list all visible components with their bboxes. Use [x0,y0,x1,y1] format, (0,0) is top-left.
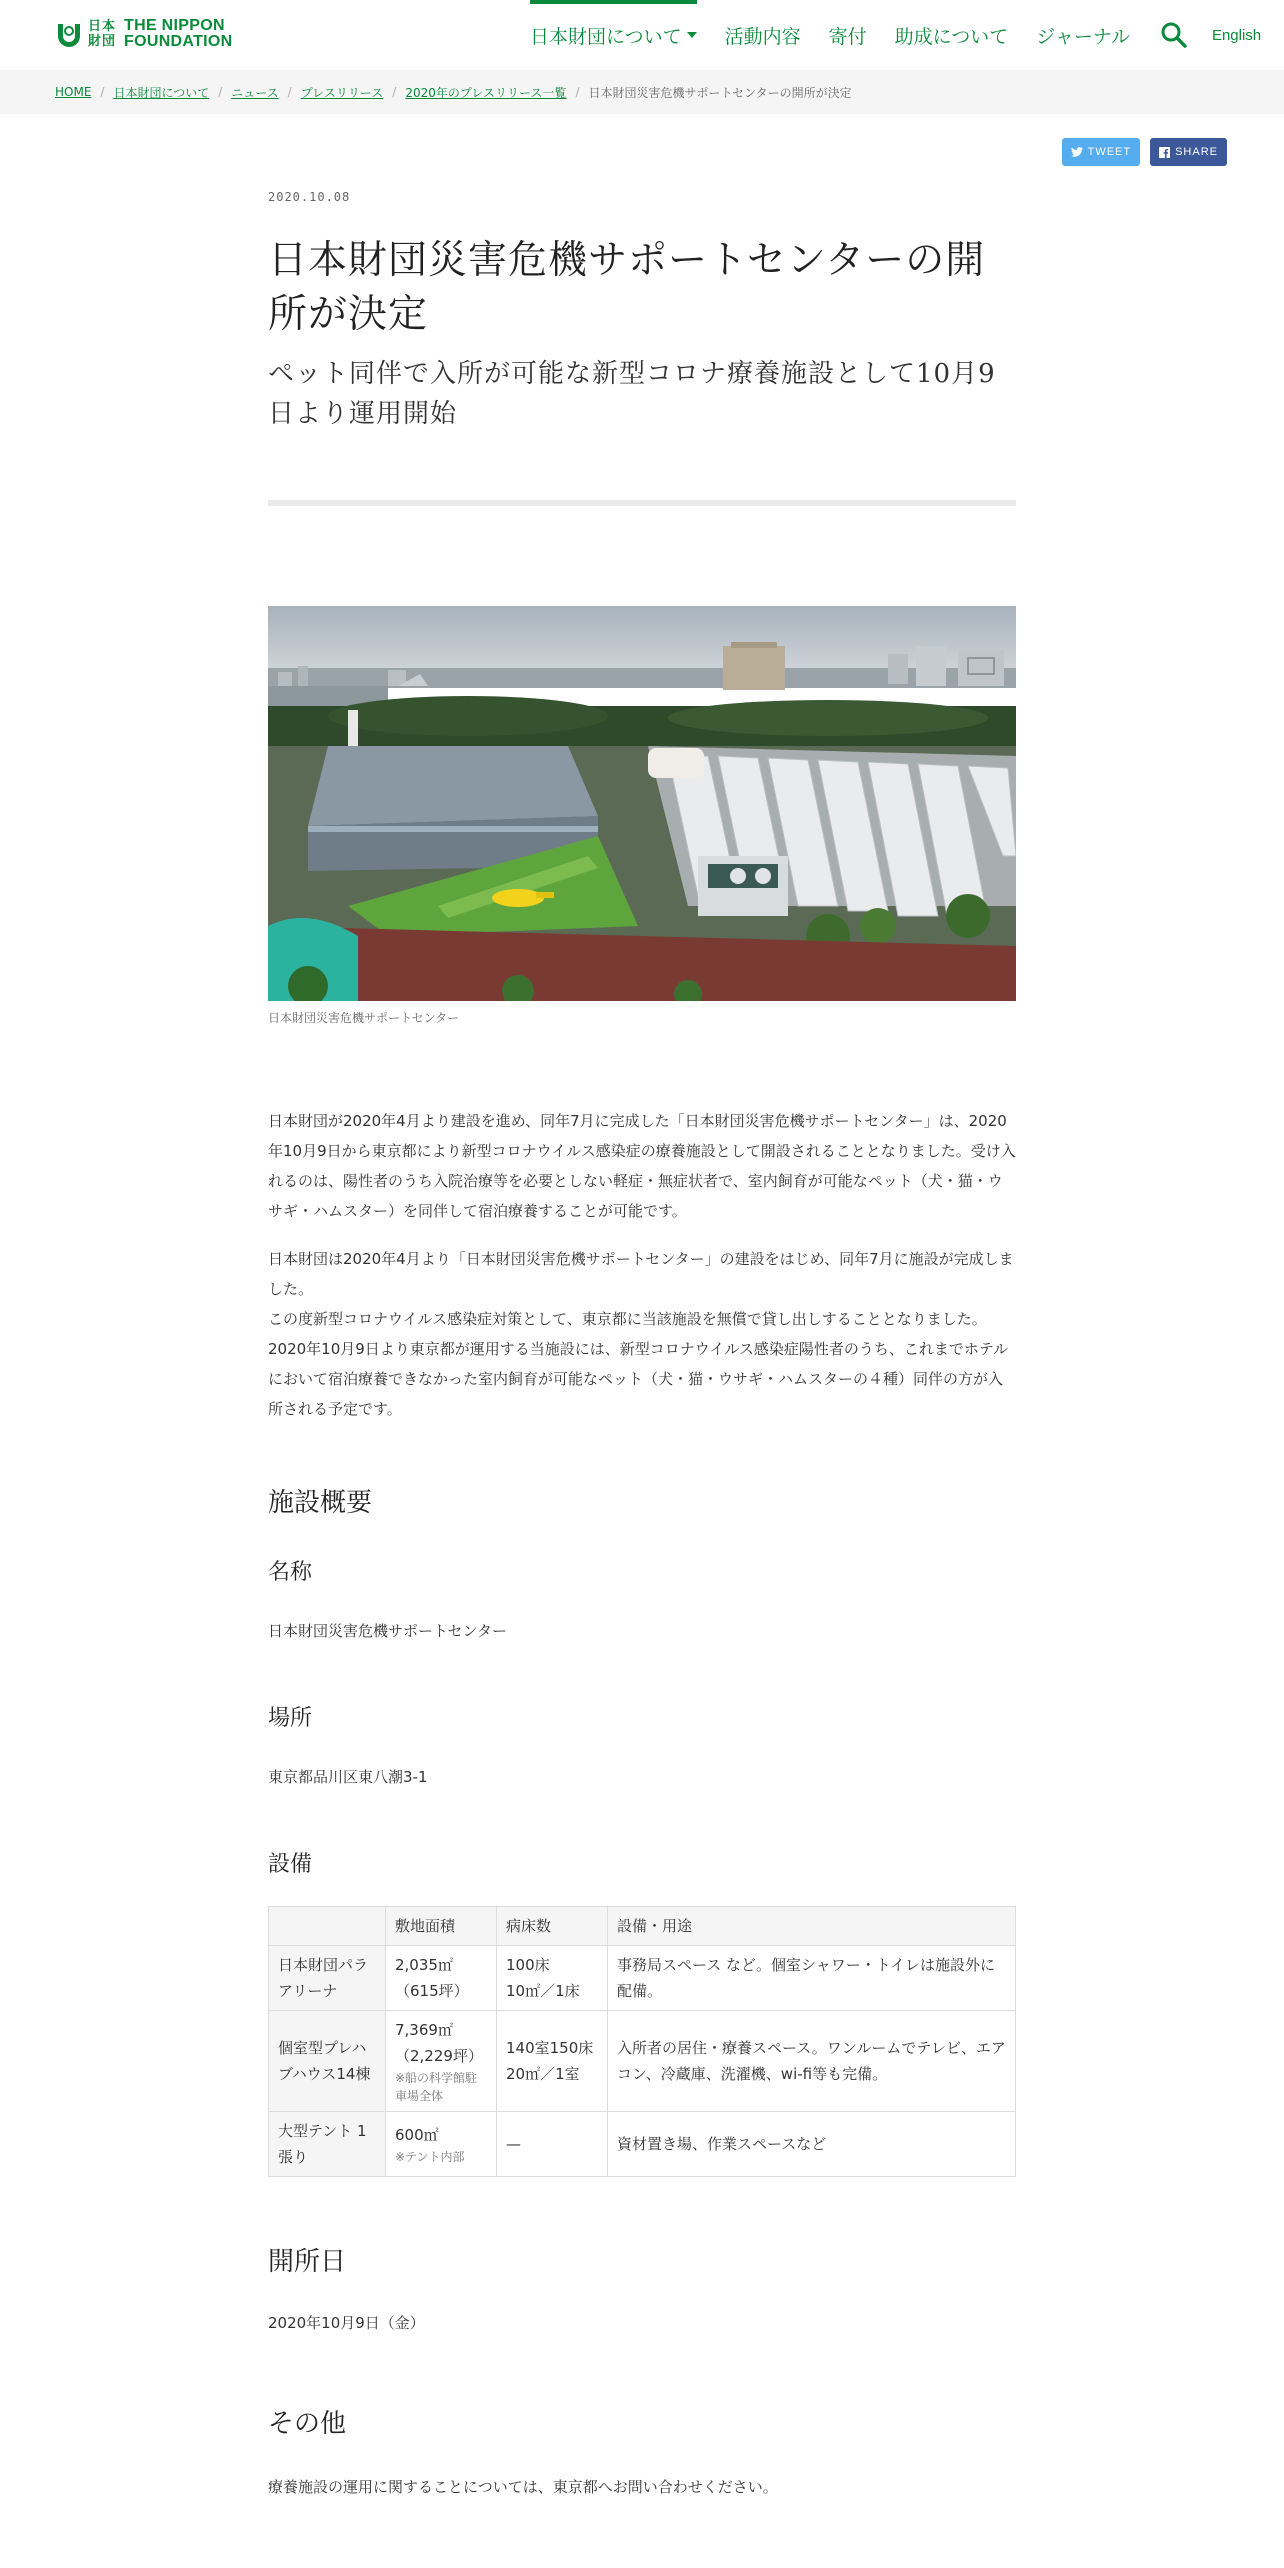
logo-en-line2: FOUNDATION [124,33,233,50]
share-label: SHARE [1175,146,1218,158]
table-header-cell [269,1907,386,1946]
title-divider [268,500,1016,506]
row-beds [497,1946,608,2011]
section-heading-overview: 施設概要 [268,1488,373,1518]
row-area-sqm: 2,035㎡ [395,1956,453,1974]
row-use: 事務局スペース など。個室シャワー・トイレは施設外に配備。 [608,1946,1016,2011]
breadcrumb-about[interactable]: 日本財団について [113,85,210,100]
row-area-note: ※テント内部 [395,2150,465,2164]
article-title: 日本財団災害危機サポートセンターの開所が決定 [268,238,986,337]
nav-activities[interactable]: 活動内容 [724,25,801,48]
nav-about-label: 日本財団について [530,25,682,48]
breadcrumb-separator: / [575,85,580,99]
row-name: 個室型プレハブハウス14棟 [269,2011,386,2112]
heading-equipment: 設備 [268,1852,313,1877]
caret-down-icon [687,32,697,38]
site-header [0,0,1284,70]
tweet-button[interactable] [1062,138,1141,166]
heading-opening-date: 開所日 [268,2247,347,2277]
breadcrumb [0,70,1284,114]
row-beds [497,2011,608,2112]
facebook-icon [1159,147,1170,158]
breadcrumb-home[interactable]: HOME [55,85,92,99]
opening-date: 2020年10月9日（金） [268,2314,425,2332]
row-area [386,1946,497,2011]
facebook-share-button[interactable] [1150,138,1227,166]
row-area-tsubo: （615坪） [395,1982,469,2000]
nav-donate[interactable]: 寄付 [828,25,867,48]
language-switch-english[interactable]: English [1211,26,1262,44]
breadcrumb-separator: / [287,85,292,99]
row-beds-count: 140室150床 [506,2039,594,2057]
share-buttons [1062,138,1227,166]
table-row [269,1946,1016,2011]
logo-english [124,18,232,50]
breadcrumb-separator: / [100,85,105,99]
row-beds-count: 100床 [506,1956,550,1974]
paragraph-intro: 日本財団が2020年4月より建設を進め、同年7月に完成した「日本財団災害危機サポートセンター」は、2020年10月9日から東京都により新型コロナウイルス感染症の療養施設として開設されることとなりました。受け入れるのは、陽性者のうち入院治療等を必要としない軽症・無症状者で、室内飼育が可能なペット（犬・猫・ウサギ・ハムスター）を同伴して宿泊療養することが可能です。 [268,1112,1016,1220]
table-header-cell: 敷地面積 [386,1907,497,1946]
other-note: 療養施設の運用に関することについては、東京都へお問い合わせください。 [268,2478,778,2496]
breadcrumb-separator: / [392,85,397,99]
row-area-sqm: 7,369㎡ [395,2021,453,2039]
table-header-cell: 病床数 [497,1907,608,1946]
article-date: 2020.10.08 [268,190,351,204]
nav-about[interactable] [530,0,697,70]
logo-jp-line1: 日本 [88,19,117,34]
nav-grants[interactable]: 助成について [894,25,1009,48]
nav-journal[interactable]: ジャーナル [1036,25,1130,48]
facility-aerial-photo-illustration [268,606,1016,1001]
paragraph-background [268,1244,1016,1424]
equipment-table [268,1906,1016,2177]
logo-en-line1: THE NIPPON [124,17,225,34]
heading-name: 名称 [268,1560,313,1585]
facility-location: 東京都品川区東八潮3-1 [268,1768,428,1786]
site-logo[interactable] [54,18,232,50]
heading-location: 場所 [268,1706,313,1731]
twitter-icon [1071,147,1083,157]
nippon-foundation-logo-icon [54,18,84,50]
facility-name: 日本財団災害危機サポートセンター [268,1622,507,1640]
breadcrumb-separator: / [218,85,223,99]
paragraph-background-line1: 日本財団は2020年4月より「日本財団災害危機サポートセンター」の建設をはじめ、同年7月に施設が完成しました。 [268,1250,1014,1298]
row-beds-size: 10㎡／1床 [506,1982,580,2000]
breadcrumb-press-list-2020[interactable]: 2020年のプレスリリース一覧 [405,85,567,100]
table-header-row [269,1907,1016,1946]
breadcrumb-current: 日本財団災害危機サポートセンターの開所が決定 [588,85,852,100]
global-nav [530,0,1261,70]
row-area [386,2112,497,2177]
tweet-label: TWEET [1087,146,1132,158]
photo-caption: 日本財団災害危機サポートセンター [268,1011,460,1025]
breadcrumb-news[interactable]: ニュース [231,85,279,100]
row-area [386,2011,497,2112]
table-header-cell: 設備・用途 [608,1907,1016,1946]
breadcrumb-press-release[interactable]: プレスリリース [300,85,384,100]
row-name: 日本財団パラアリーナ [269,1946,386,2011]
heading-other: その他 [268,2409,347,2439]
row-area-sqm: 600㎡ [395,2126,439,2144]
row-beds: — [497,2112,608,2177]
paragraph-background-line2: この度新型コロナウイルス感染症対策として、東京都に当該施設を無償で貸し出しすることとなりました。2020年10月9日より東京都が運用する当施設には、新型コロナウイルス感染症陽性者のうち、これまでホテルにおいて宿泊療養できなかった室内飼育が可能なペット（犬・猫・ウサギ・ハムスターの４種）同伴の方が入所される予定です。 [268,1310,1009,1418]
logo-japanese [88,19,116,49]
search-icon[interactable] [1160,21,1188,49]
table-row [269,2011,1016,2112]
article [268,190,1016,2497]
facility-photo [268,606,1016,1001]
table-row [269,2112,1016,2177]
row-use: 入所者の居住・療養スペース。ワンルームでテレビ、エアコン、冷蔵庫、洗濯機、wi-fi等も完備。 [608,2011,1016,2112]
article-subtitle: ペット同伴で入所が可能な新型コロナ療養施設として10月9日より運用開始 [268,359,996,429]
row-beds-size: 20㎡／1室 [506,2065,580,2083]
row-name: 大型テント 1張り [269,2112,386,2177]
row-area-note: ※船の科学館駐車場全体 [395,2071,478,2103]
logo-jp-line2: 財団 [88,34,117,49]
row-area-tsubo: （2,229坪） [395,2047,483,2065]
row-use: 資材置き場、作業スペースなど [608,2112,1016,2177]
